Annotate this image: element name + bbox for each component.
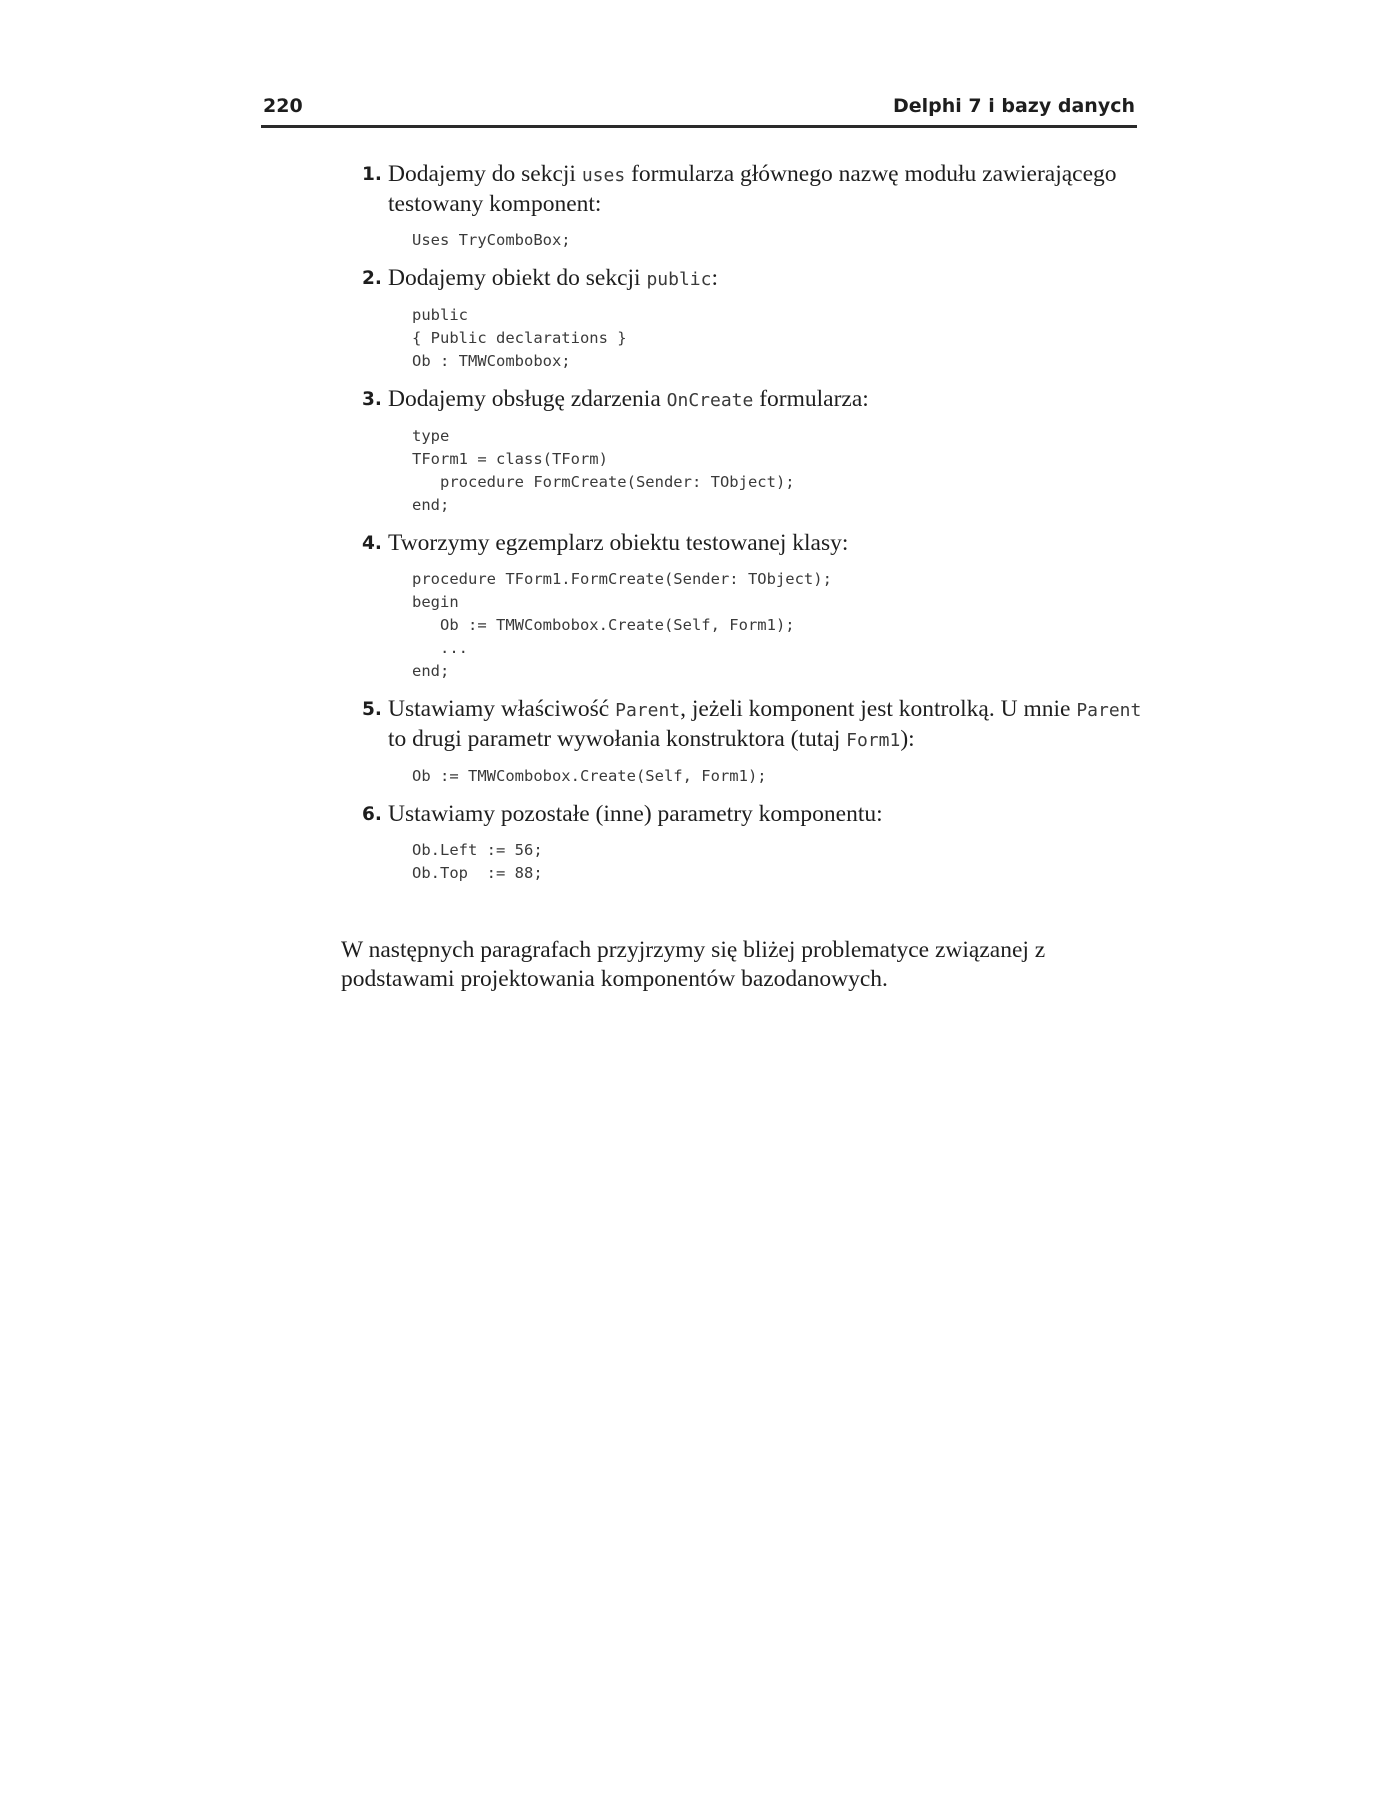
step-2-text [362,264,1142,294]
step-text: Ustawiamy właściwość [388,696,616,722]
inline-code: Form1 [846,730,901,751]
step-text: formularza głównego nazwę modułu zawierającego testowany komponent: [388,161,1117,217]
step-number: 1. [362,164,382,185]
step-text: , jeżeli komponent jest kontrolką. U mnie [680,696,1077,722]
step-text: Dodajemy do sekcji [388,161,582,187]
step-1 [362,160,1142,252]
inline-code: public [646,269,712,290]
step-3-text [362,385,1142,415]
step-5-text [362,695,1142,755]
code-block: Uses TryComboBox; [412,231,571,249]
step-text: to drugi parametr wywołania konstruktora (tutaj [388,726,847,752]
code-block: Ob := TMWCombobox.Create(Self, Form1); [412,767,767,785]
step-text: Ustawiamy pozostałe (inne) parametry komponentu: [388,801,883,827]
code-block: type TForm1 = class(TForm) procedure FormCreate(Sender: TObject); end; [412,427,795,514]
code-block: Ob.Left := 56; Ob.Top := 88; [412,841,543,882]
inline-code: uses [581,165,626,186]
step-3 [362,385,1142,517]
step-6 [362,800,1142,885]
step-number: 3. [362,389,382,410]
step-text: Dodajemy obsługę zdarzenia [388,386,667,412]
step-4-text [362,529,1142,558]
step-number: 2. [362,268,382,289]
step-1-text [362,160,1142,219]
step-6-text [362,800,1142,829]
step-number: 6. [362,804,382,825]
step-4 [362,529,1142,683]
page-number: 220 [263,95,303,117]
step-text: formularza: [753,386,869,412]
step-number: 5. [362,699,382,720]
step-text: ): [900,726,915,752]
step-number: 4. [362,533,382,554]
step-text: Tworzymy egzemplarz obiektu testowanej klasy: [388,530,849,556]
inline-code: Parent [615,700,681,721]
closing-paragraph: W następnych paragrafach przyjrzymy się bliżej problematyce związanej z podstawami projektowania komponentów bazodanowych. [341,936,1046,992]
step-5 [362,695,1142,788]
step-text: : [711,265,719,291]
step-text: Dodajemy obiekt do sekcji [388,265,647,291]
inline-code: Parent [1076,700,1142,721]
code-block: procedure TForm1.FormCreate(Sender: TObject); begin Ob := TMWCombobox.Create(Self, Form1); ... end; [412,570,832,680]
step-2 [362,264,1142,373]
book-title: Delphi 7 i bazy danych [893,95,1135,117]
page-header [261,95,1137,128]
inline-code: OnCreate [666,390,754,411]
code-block: public { Public declarations } Ob : TMWCombobox; [412,306,627,370]
numbered-steps [362,160,1142,897]
